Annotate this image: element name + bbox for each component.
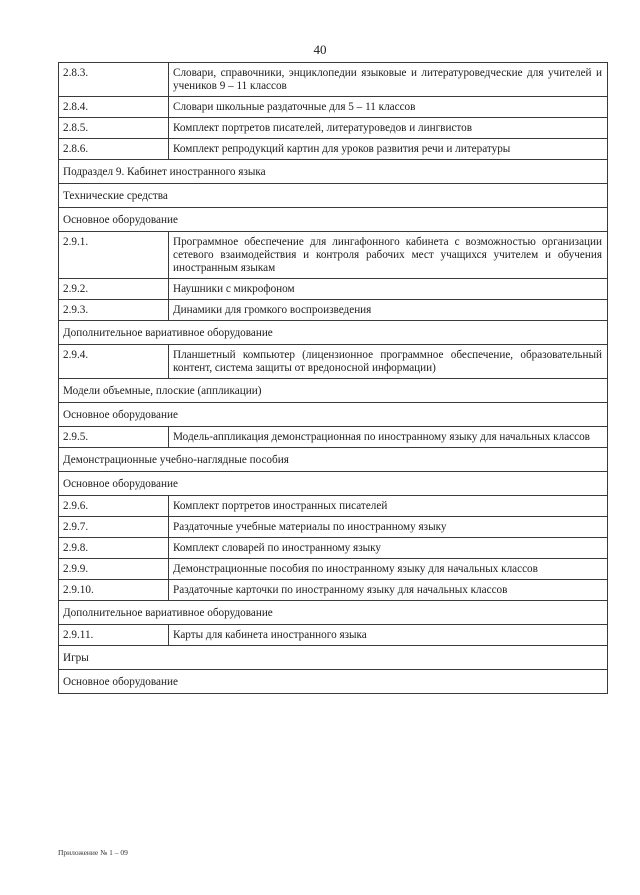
item-description: Комплект словарей по иностранному языку bbox=[169, 538, 608, 559]
item-description: Демонстрационные пособия по иностранному языку для начальных классов bbox=[169, 559, 608, 580]
item-number: 2.9.1. bbox=[59, 232, 169, 279]
equipment-table bbox=[58, 62, 608, 694]
section-row bbox=[59, 646, 608, 670]
section-row bbox=[59, 670, 608, 694]
section-row bbox=[59, 321, 608, 345]
item-number: 2.9.5. bbox=[59, 427, 169, 448]
table-row bbox=[59, 427, 608, 448]
table-row bbox=[59, 97, 608, 118]
table-row bbox=[59, 232, 608, 279]
item-number: 2.8.5. bbox=[59, 118, 169, 139]
section-heading: Дополнительное вариативное оборудование bbox=[59, 321, 608, 345]
item-description: Раздаточные карточки по иностранному языку для начальных классов bbox=[169, 580, 608, 601]
table-row bbox=[59, 496, 608, 517]
section-row bbox=[59, 601, 608, 625]
section-heading: Технические средства bbox=[59, 184, 608, 208]
table-row bbox=[59, 63, 608, 97]
item-number: 2.9.11. bbox=[59, 625, 169, 646]
table-row bbox=[59, 345, 608, 379]
item-description: Планшетный компьютер (лицензионное программное обеспечение, образовательный контент, система защиты от вредоносной информации) bbox=[169, 345, 608, 379]
item-number: 2.8.4. bbox=[59, 97, 169, 118]
table-row bbox=[59, 118, 608, 139]
section-row bbox=[59, 208, 608, 232]
section-row bbox=[59, 160, 608, 184]
section-heading: Основное оборудование bbox=[59, 670, 608, 694]
item-number: 2.9.4. bbox=[59, 345, 169, 379]
section-heading: Игры bbox=[59, 646, 608, 670]
item-number: 2.9.10. bbox=[59, 580, 169, 601]
table-row bbox=[59, 300, 608, 321]
item-number: 2.9.3. bbox=[59, 300, 169, 321]
section-row bbox=[59, 448, 608, 472]
item-description: Словари, справочники, энциклопедии языковые и литературоведческие для учителей и учеников 9 – 11 классов bbox=[169, 63, 608, 97]
section-heading: Основное оборудование bbox=[59, 208, 608, 232]
item-description: Комплект портретов писателей, литературоведов и лингвистов bbox=[169, 118, 608, 139]
table-row bbox=[59, 559, 608, 580]
page-number: 40 bbox=[313, 42, 327, 57]
item-number: 2.9.6. bbox=[59, 496, 169, 517]
item-description: Комплект репродукций картин для уроков развития речи и литературы bbox=[169, 139, 608, 160]
item-number: 2.8.3. bbox=[59, 63, 169, 97]
item-number: 2.9.7. bbox=[59, 517, 169, 538]
item-number: 2.9.9. bbox=[59, 559, 169, 580]
section-row bbox=[59, 184, 608, 208]
item-description: Карты для кабинета иностранного языка bbox=[169, 625, 608, 646]
item-description: Динамики для громкого воспроизведения bbox=[169, 300, 608, 321]
item-description: Комплект портретов иностранных писателей bbox=[169, 496, 608, 517]
section-heading: Основное оборудование bbox=[59, 472, 608, 496]
table-row bbox=[59, 517, 608, 538]
item-number: 2.9.2. bbox=[59, 279, 169, 300]
item-description: Программное обеспечение для лингафонного кабинета с возможностью организации сетевого взаимодействия и контроля рабочих мест учащихся учителем и обучения иностранным языкам bbox=[169, 232, 608, 279]
table-row bbox=[59, 538, 608, 559]
item-description: Раздаточные учебные материалы по иностранному языку bbox=[169, 517, 608, 538]
section-row bbox=[59, 379, 608, 403]
item-description: Модель-аппликация демонстрационная по иностранному языку для начальных классов bbox=[169, 427, 608, 448]
section-heading: Модели объемные, плоские (аппликации) bbox=[59, 379, 608, 403]
item-number: 2.8.6. bbox=[59, 139, 169, 160]
equipment-table-body bbox=[59, 63, 608, 694]
item-description: Наушники с микрофоном bbox=[169, 279, 608, 300]
section-row bbox=[59, 472, 608, 496]
section-heading: Демонстрационные учебно-наглядные пособия bbox=[59, 448, 608, 472]
item-number: 2.9.8. bbox=[59, 538, 169, 559]
section-row bbox=[59, 403, 608, 427]
table-row bbox=[59, 279, 608, 300]
footer-note: Приложение № 1 – 09 bbox=[58, 848, 128, 857]
table-row bbox=[59, 580, 608, 601]
section-heading: Дополнительное вариативное оборудование bbox=[59, 601, 608, 625]
table-row bbox=[59, 139, 608, 160]
item-description: Словари школьные раздаточные для 5 – 11 классов bbox=[169, 97, 608, 118]
section-heading: Основное оборудование bbox=[59, 403, 608, 427]
table-row bbox=[59, 625, 608, 646]
section-heading: Подраздел 9. Кабинет иностранного языка bbox=[59, 160, 608, 184]
